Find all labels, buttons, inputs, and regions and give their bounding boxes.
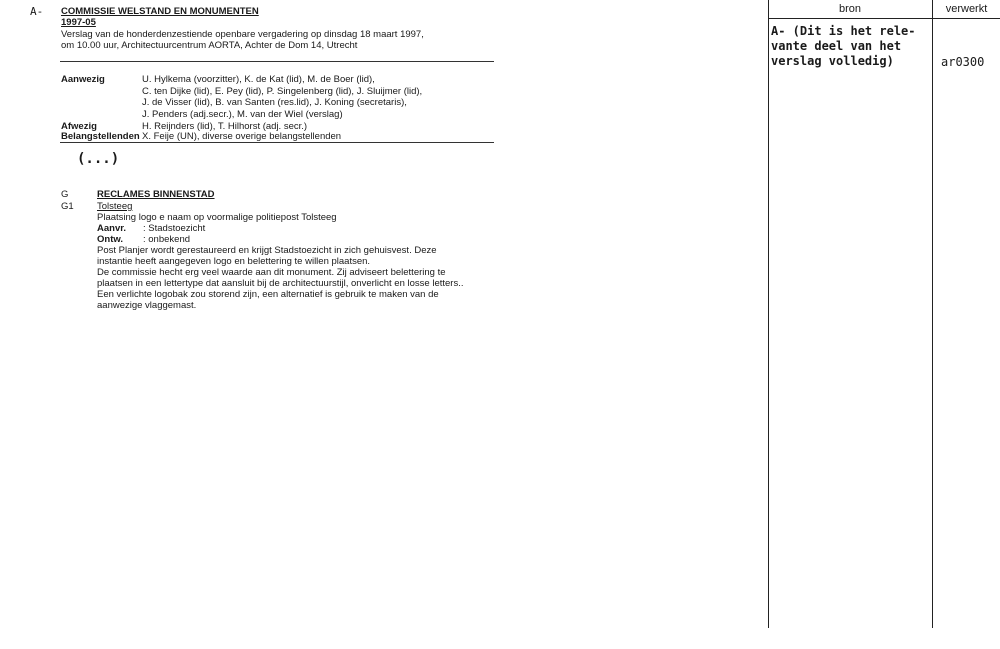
paragraph-line: Een verlichte logobak zou storend zijn, een alternatief is gebruik te maken van de — [97, 289, 439, 300]
present-line: J. de Visser (lid), B. van Santen (res.lid), J. Koning (secretaris), — [142, 97, 407, 108]
stakeholders-list: X. Feije (UN), diverse overige belangstellenden — [142, 131, 342, 142]
intro-line: Verslag van de honderdenzestiende openbare vergadering op dinsdag 18 maart 1997, — [61, 29, 424, 40]
meeting-intro — [61, 29, 501, 51]
column-header-bron: bron — [838, 3, 862, 15]
paragraph-line: instantie heeft aangegeven logo en belettering te willen plaatsen. — [97, 256, 371, 267]
intro-line: om 10.00 uur, Architectuurcentrum AORTA, Achter de Dom 14, Utrecht — [61, 40, 358, 51]
divider-top — [60, 61, 494, 62]
designer-row — [97, 234, 517, 245]
item-code: G1 — [61, 201, 74, 212]
item-title: Tolsteeg — [97, 201, 133, 212]
panel-left-border — [768, 0, 769, 628]
applicant-row — [97, 223, 517, 234]
registration-panel — [768, 0, 1000, 649]
stakeholders-label: Belangstellenden — [61, 131, 140, 142]
present-line: C. ten Dijke (lid), E. Pey (lid), P. Singelenberg (lid), J. Sluijmer (lid), — [142, 85, 423, 97]
column-header-verwerkt: verwerkt — [945, 3, 988, 15]
applicant-value: : Stadstoezicht — [143, 223, 206, 234]
paragraph-line: De commissie hecht erg veel waarde aan dit monument. Zij adviseert belettering te — [97, 267, 446, 278]
omission-ellipsis: (...) — [77, 151, 120, 167]
source-note-line: verslag volledig) — [771, 54, 894, 68]
paragraph-line: Post Planjer wordt gerestaureerd en krijgt Stadstoezicht in zich gehuisvest. Deze — [97, 245, 437, 256]
absent-label: Afwezig — [61, 121, 97, 132]
designer-value: : onbekend — [143, 234, 191, 245]
applicant-label: Aanvr. — [97, 223, 127, 234]
source-note-line: A- (Dit is het rele- — [771, 24, 916, 38]
paragraph-line: plaatsen in een lettertype dat aansluit bij de architectuurstijl, onverlicht en losse letters.. — [97, 278, 464, 289]
item-body — [97, 212, 517, 311]
item-description: Plaatsing logo e naam op voormalige politiepost Tolsteeg — [97, 212, 337, 223]
source-note — [771, 24, 929, 69]
designer-label: Ontw. — [97, 234, 124, 245]
source-note-line: vante deel van het — [771, 39, 902, 53]
section-title: RECLAMES BINNENSTAD — [97, 189, 215, 200]
processed-code: ar0300 — [941, 55, 985, 69]
panel-column-divider — [932, 0, 933, 628]
document-title: COMMISSIE WELSTAND EN MONUMENTEN — [61, 6, 259, 17]
source-marker: A- — [30, 5, 44, 18]
section-code: G — [61, 189, 69, 200]
present-line: J. Penders (adj.secr.), M. van der Wiel (verslag) — [142, 108, 343, 120]
panel-header-divider — [768, 18, 1000, 19]
absent-list: H. Reijnders (lid), T. Hilhorst (adj. secr.) — [142, 121, 308, 132]
present-list — [142, 74, 422, 120]
document-number: 1997-05 — [61, 17, 96, 28]
paragraph-line: aanwezige vlaggemast. — [97, 300, 197, 311]
present-label: Aanwezig — [61, 74, 105, 85]
divider-bottom — [60, 142, 494, 143]
present-line: U. Hylkema (voorzitter), K. de Kat (lid), M. de Boer (lid), — [142, 74, 375, 85]
